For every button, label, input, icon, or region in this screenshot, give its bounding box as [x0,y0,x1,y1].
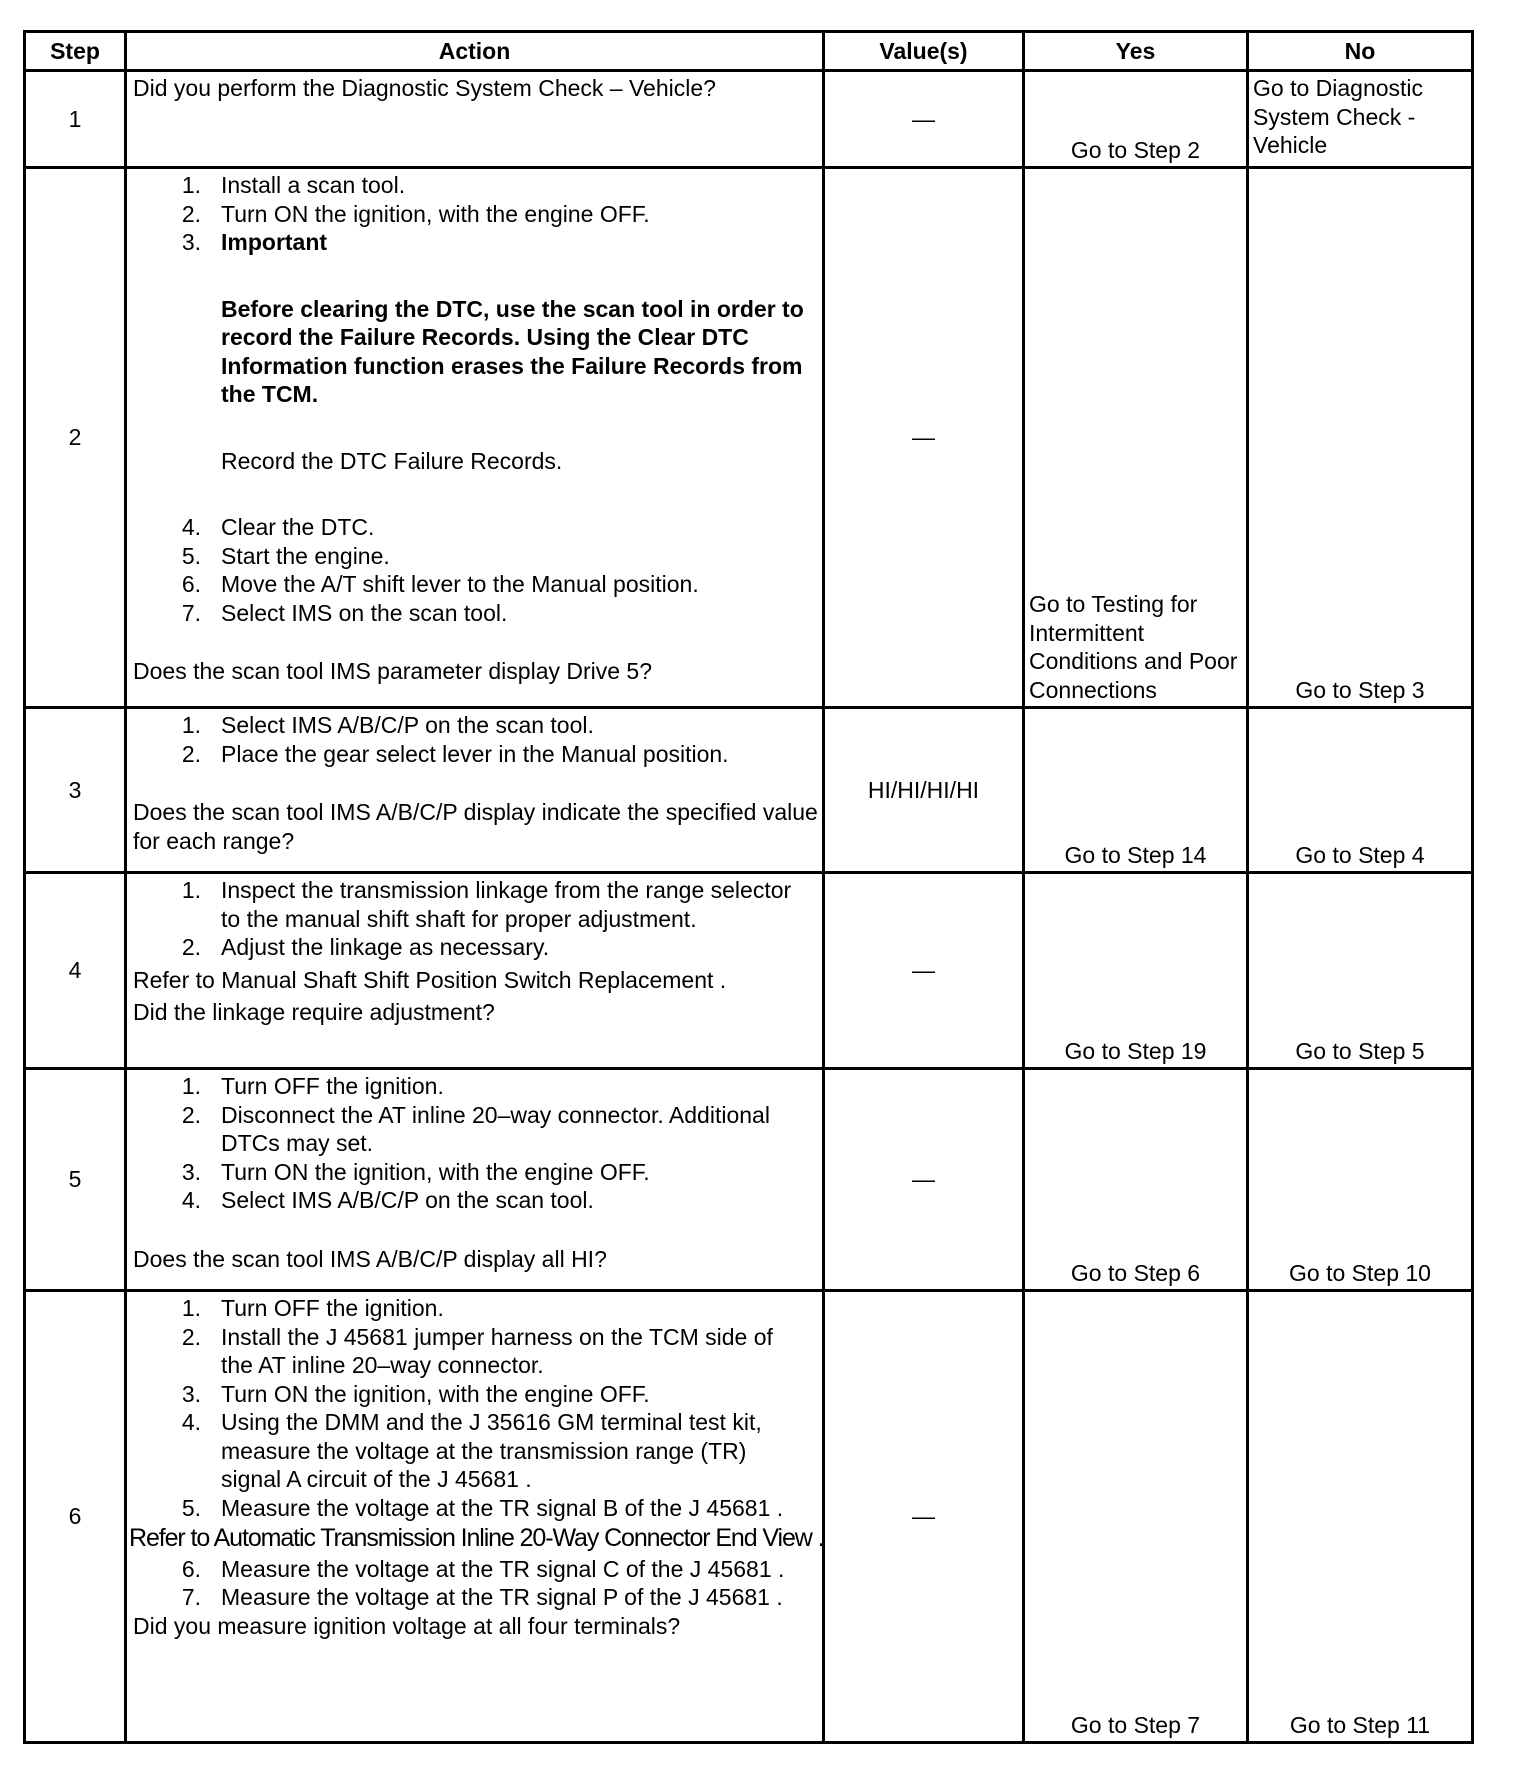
table-row [25,71,1473,168]
no-cell: Go to Step 10 [1248,1069,1473,1291]
yes-cell: Go to Testing for Intermittent Conditions and Poor Connections [1024,168,1248,708]
record-note: Record the DTC Failure Records. [221,447,563,474]
yes-cell: Go to Step 19 [1024,873,1248,1069]
list-item: 2. Disconnect the AT inline 20–way connector. Additional DTCs may set. [181,1101,770,1156]
list-item: 5. Start the engine. [181,542,390,569]
value-cell: — [824,1291,1024,1743]
refer-link[interactable]: Refer to Automatic Transmission Inline 20-Way Connector End View . [129,1524,824,1552]
list-item: 3. Important [181,229,328,255]
list-item: 1. Turn OFF the ignition. [181,1295,444,1321]
value-cell: — [824,873,1024,1069]
step-number: 6 [25,1291,126,1743]
list-item: 6. Move the A/T shift lever to the Manual position. [181,571,699,597]
list-item: 7. Select IMS on the scan tool. [181,599,508,626]
action-cell [126,1291,824,1743]
list-item: 1. Turn OFF the ignition. [181,1073,444,1099]
yes-cell: Go to Step 6 [1024,1069,1248,1291]
table-row [25,708,1473,873]
no-cell: Go to Step 11 [1248,1291,1473,1743]
list-item: 2. Place the gear select lever in the Manual position. [181,740,729,767]
action-question: Does the scan tool IMS parameter display Drive 5? [133,658,653,684]
action-cell [126,71,824,168]
step-number: 1 [25,71,126,168]
list-item: 5. Measure the voltage at the TR signal B of the J 45681 . [181,1494,784,1521]
header-step: Step [25,32,126,71]
no-cell: Go to Step 3 [1248,168,1473,708]
table-row [25,873,1473,1069]
action-question: Did you measure ignition voltage at all four terminals? [133,1612,681,1639]
important-note: Before clearing the DTC, use the scan tool in order to record the Failure Records. Using the Clear DTC Information function erases the Failure Records from the TCM. [221,295,804,407]
list-item: 2. Install the J 45681 jumper harness on the TCM side of the AT inline 20–way connector. [181,1323,773,1378]
action-question: Does the scan tool IMS A/B/C/P display indicate the specified value for each range? [133,799,818,854]
yes-cell: Go to Step 14 [1024,708,1248,873]
table-row [25,168,1473,708]
list-item: 2. Turn ON the ignition, with the engine OFF. [181,200,650,227]
list-item: 4. Clear the DTC. [181,514,375,540]
yes-cell: Go to Step 2 [1024,71,1248,168]
step-number: 4 [25,873,126,1069]
list-item: 3. Turn ON the ignition, with the engine OFF. [181,1380,650,1407]
value-cell: — [824,1069,1024,1291]
list-item: 6. Measure the voltage at the TR signal C of the J 45681 . [181,1555,785,1582]
action-question: Did the linkage require adjustment? [133,999,495,1025]
table-row [25,1291,1473,1743]
header-yes: Yes [1024,32,1248,71]
list-item: 1. Inspect the transmission linkage from the range selector to the manual shift shaft for proper adjustment. [181,877,792,932]
header-action: Action [126,32,824,71]
step-number: 2 [25,168,126,708]
value-cell: — [824,168,1024,708]
step-number: 3 [25,708,126,873]
header-row [25,32,1473,71]
header-no: No [1248,32,1473,71]
value-cell: HI/HI/HI/HI [824,708,1024,873]
refer-link[interactable]: Refer to Manual Shaft Shift Position Switch Replacement . [133,966,727,993]
action-question: Did you perform the Diagnostic System Check – Vehicle? [133,75,716,101]
action-cell [126,708,824,873]
list-item: 1. Select IMS A/B/C/P on the scan tool. [181,712,594,738]
list-item: 1. Install a scan tool. [181,172,406,198]
no-cell: Go to Step 5 [1248,873,1473,1069]
action-cell [126,873,824,1069]
step-number: 5 [25,1069,126,1291]
value-cell: — [824,71,1024,168]
no-cell: Go to Diagnostic System Check - Vehicle [1248,71,1473,168]
action-question: Does the scan tool IMS A/B/C/P display all HI? [133,1245,607,1272]
table-row [25,1069,1473,1291]
action-cell [126,168,824,708]
list-item: 3. Turn ON the ignition, with the engine OFF. [181,1158,650,1185]
list-item: 7. Measure the voltage at the TR signal P of the J 45681 . [181,1584,783,1610]
diagnostic-table [23,30,1474,1744]
header-values: Value(s) [824,32,1024,71]
action-cell [126,1069,824,1291]
list-item: 4. Select IMS A/B/C/P on the scan tool. [181,1187,594,1213]
no-cell: Go to Step 4 [1248,708,1473,873]
list-item: 4. Using the DMM and the J 35616 GM terminal test kit, measure the voltage at the transmission range (TR) signal A circuit of the J 45681 . [181,1409,762,1492]
list-item: 2. Adjust the linkage as necessary. [181,934,550,960]
yes-cell: Go to Step 7 [1024,1291,1248,1743]
